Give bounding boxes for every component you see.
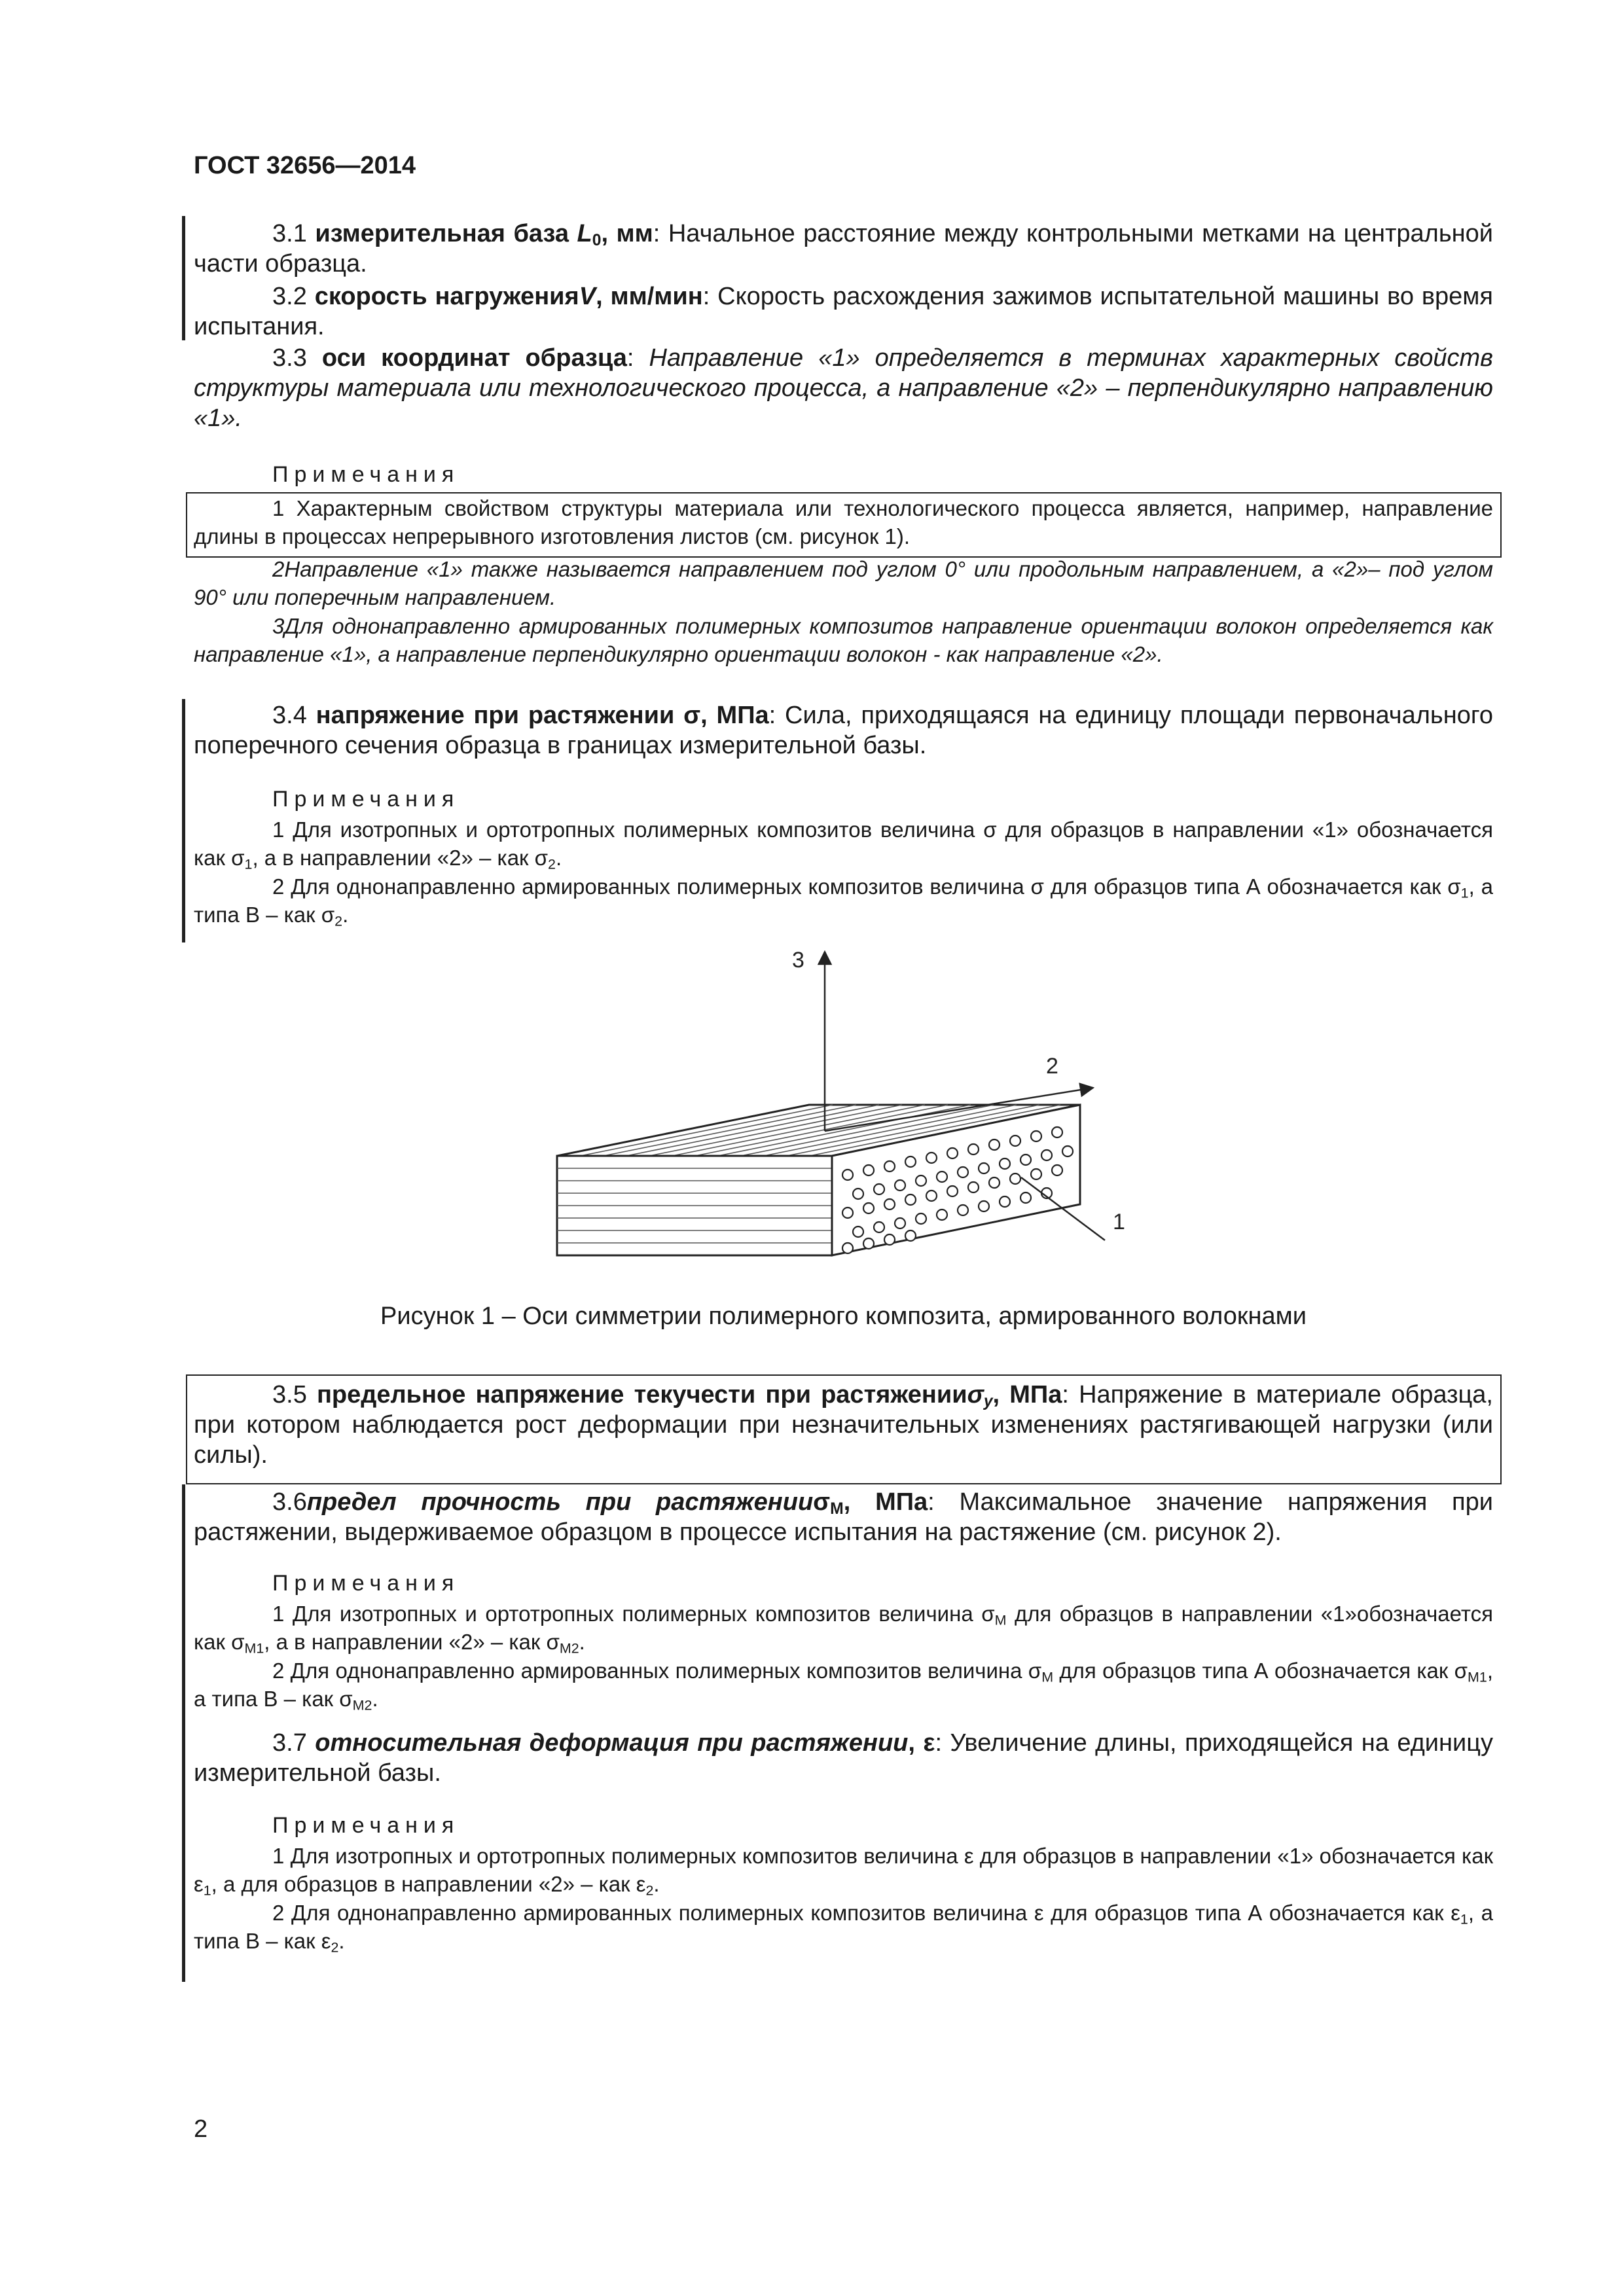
term-3-6: 3.6предел прочность при растяженииσ$_М$, МПа: Максимальное значение напряжения при растяжении, выдерживаемое образцом в процессе испытания на растяжение (см. рисунок 2). — [194, 1488, 1493, 1546]
change-bar — [182, 1484, 185, 1982]
term-3-2: 3.2 скорость нагруженияV, мм/мин: Скорость расхождения зажимов испытательной машины во время испытания. — [194, 283, 1493, 340]
figure-caption: Рисунок 1 – Оси симметрии полимерного композита, армированного волокнами — [380, 1302, 1307, 1330]
note-3-4-2: 2 Для однонаправленно армированных полимерных композитов величина σ для образцов типа А обозначается как $\sigma_1$, а типа В – как $\sigma_2$. — [194, 874, 1493, 929]
figure-composite-axes — [537, 929, 1139, 1296]
change-bar — [182, 699, 185, 942]
change-bar — [182, 216, 185, 340]
note-3-3-2: 2Направление «1» также называется направлением под углом 0° или продольным направлением, а «2»– под углом 90° или поперечным направлением. — [194, 557, 1493, 609]
note-3-6-2: 2 Для однонаправленно армированных полимерных композитов величина $\sigma_М$ для образцов типа А обозначается как $\sigma_{М1}$, а типа В – как $\sigma_{М2}$. — [194, 1659, 1493, 1713]
term-3-3: 3.3 оси координат образца: Направление «1» определяется в терминах характерных свойств структуры материала или технологического процесса, а направление «2» – перпендикулярно направлению «1». — [194, 344, 1494, 432]
term-3-7: 3.7 относительная деформация при растяжении, ε: Увеличение длины, приходящейся на единицу измерительной базы. — [194, 1729, 1494, 1787]
term-3-1: 3.1 измерительная база $L_0$, мм: Начальное расстояние между контрольными метками на центральной части образца. — [194, 220, 1493, 278]
notes-title: Примечания — [272, 462, 460, 487]
axis-label-3: 3 — [792, 948, 804, 973]
axis-label-1: 1 — [1113, 1210, 1125, 1234]
term-3-5: 3.5 предельное напряжение текучести при растяженииσ$_y$, МПа: Напряжение в материале образца, при котором наблюдается рост деформации при незначительных изменениях растягивающей нагрузки (или силы). — [194, 1381, 1493, 1469]
document-header: ГОСТ 32656—2014 — [194, 152, 416, 179]
notes-title: Примечания — [272, 1571, 460, 1596]
note-3-4-1: 1 Для изотропных и ортотропных полимерных композитов величина σ для образцов в направлении «1» обозначается как $\sigma_1$, а в направлении «2» – как $\sigma_2$. — [194, 817, 1493, 872]
term-3-4: 3.4 напряжение при растяжении σ, МПа: Сила, приходящаяся на единицу площади первоначального поперечного сечения образца в границах измерительной базы. — [194, 702, 1493, 759]
note-3-3-3: 3Для однонаправленно армированных полимерных композитов направление ориентации волокон определяется как направление «1», а направление перпендикулярно ориентации волокон - как направление «2». — [194, 614, 1493, 666]
note-3-3-1: 1 Характерным свойством структуры материала или технологического процесса является, например, направление длины в процессах непрерывного изготовления листов (см. рисунок 1). — [194, 496, 1493, 548]
notes-title: Примечания — [272, 1813, 460, 1838]
axis-label-2: 2 — [1046, 1054, 1058, 1079]
note-3-7-2: 2 Для однонаправленно армированных полимерных композитов величина ε для образцов типа А обозначается как $\varepsilon_1$, а типа В – как $\varepsilon_2$. — [194, 1901, 1493, 1956]
notes-title: Примечания — [272, 787, 460, 812]
page-number: 2 — [194, 2115, 208, 2143]
note-3-7-1: 1 Для изотропных и ортотропных полимерных композитов величина ε для образцов в направлении «1» обозначается как $\varepsilon_1$, а для образцов в направлении «2» – как $\varepsilon_2$. — [194, 1844, 1493, 1899]
note-3-6-1: 1 Для изотропных и ортотропных полимерных композитов величина $\sigma_М$ для образцов в направлении «1»обозначается как $\sigma_{М1}$, а в направлении «2» – как $\sigma_{М2}$. — [194, 1602, 1493, 1657]
